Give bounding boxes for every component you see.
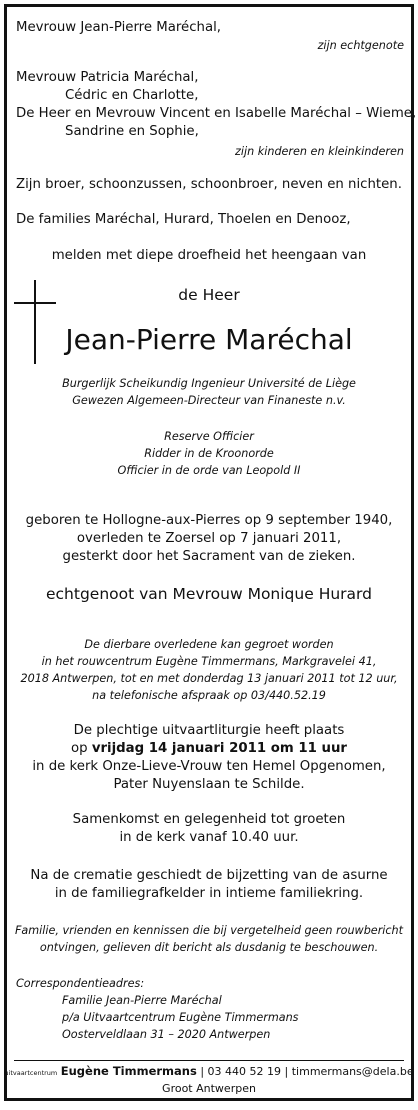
correspondence-line-1: Familie Jean-Pierre Maréchal bbox=[62, 994, 222, 1007]
note-line-1: Familie, vrienden en kennissen die bij vergetelheid geen rouwbericht bbox=[14, 924, 404, 937]
gathering-line-2: in de kerk vanaf 10.40 uur. bbox=[119, 830, 299, 845]
burial-line-2: in de familiegrafkelder in intieme familiekring. bbox=[54, 886, 364, 901]
children-line-3: De Heer en Mevrouw Vincent en Isabelle Maréchal – Wieme, bbox=[16, 106, 417, 121]
visitation-line-4: na telefonische afspraak op 03/440.52.19 bbox=[92, 689, 326, 702]
visitation-line-2: in het rouwcentrum Eugène Timmermans, Markgravelei 41, bbox=[41, 655, 377, 668]
funeral-line-4: Pater Nuyenslaan te Schilde. bbox=[113, 777, 305, 792]
visitation-line-3: 2018 Antwerpen, tot en met donderdag 13 januari 2011 tot 12 uur, bbox=[20, 672, 398, 685]
visitation-line-1: De dierbare overledene kan gegroet worden bbox=[84, 638, 334, 651]
correspondence-label: Correspondentieadres: bbox=[16, 977, 145, 990]
gathering-line-1: Samenkomst en gelegenheid tot groeten bbox=[72, 812, 346, 827]
children-line-1: Mevrouw Patricia Maréchal, bbox=[16, 70, 199, 85]
spouse-role: zijn echtgenote bbox=[317, 39, 404, 52]
funeral-date: vrijdag 14 januari 2011 om 11 uur bbox=[91, 741, 347, 756]
funeral-line-3: in de kerk Onze-Lieve-Vrouw ten Hemel Opgenomen, bbox=[32, 759, 386, 774]
spouse-name: Mevrouw Jean-Pierre Maréchal, bbox=[16, 20, 222, 35]
footer-brand: Eugène Timmermans bbox=[60, 1064, 197, 1078]
funeral-line-2 bbox=[0, 741, 418, 757]
footer-divider bbox=[14, 1060, 404, 1061]
note-line-2: ontvingen, gelieven dit bericht als dusdanig te beschouwen. bbox=[39, 941, 379, 954]
died-line: overleden te Zoersel op 7 januari 2011, bbox=[76, 531, 342, 546]
children-role: zijn kinderen en kleinkinderen bbox=[235, 145, 404, 158]
footer bbox=[0, 1064, 418, 1096]
title-line-3: Reserve Officier bbox=[164, 430, 254, 443]
born-line: geboren te Hollogne-aux-Pierres op 9 september 1940, bbox=[25, 513, 393, 528]
title-line-4: Ridder in de Kroonorde bbox=[144, 447, 274, 460]
correspondence-line-3: Oosterveldlaan 31 – 2020 Antwerpen bbox=[62, 1028, 271, 1041]
announcement-intro: melden met diepe droefheid het heengaan van bbox=[51, 248, 367, 263]
funeral-line-1: De plechtige uitvaartliturgie heeft plaats bbox=[73, 723, 345, 738]
burial-line-1: Na de crematie geschiedt de bijzetting van de asurne bbox=[30, 868, 388, 883]
husband-of-line: echtgenoot van Mevrouw Monique Hurard bbox=[46, 585, 372, 603]
children-line-4: Sandrine en Sophie, bbox=[65, 124, 199, 139]
sacrament-line: gesterkt door het Sacrament van de zieken. bbox=[62, 549, 356, 564]
title-line-2: Gewezen Algemeen-Directeur van Finaneste n.v. bbox=[72, 394, 346, 407]
families-line: De families Maréchal, Hurard, Thoelen en Denooz, bbox=[16, 212, 351, 227]
correspondence-line-2: p/a Uitvaartcentrum Eugène Timmermans bbox=[62, 1011, 299, 1024]
children-line-2: Cédric en Charlotte, bbox=[65, 88, 199, 103]
deceased-name: Jean-Pierre Maréchal bbox=[65, 323, 353, 356]
footer-email: timmermans@dela.be bbox=[291, 1065, 414, 1078]
title-line-1: Burgerlijk Scheikundig Ingenieur Université de Liège bbox=[62, 377, 356, 390]
title-line-5: Officier in de orde van Leopold II bbox=[117, 464, 301, 477]
siblings-line: Zijn broer, schoonzussen, schoonbroer, neven en nichten. bbox=[16, 177, 402, 192]
footer-prefix: uitvaartcentrum bbox=[4, 1069, 58, 1077]
funeral-date-prefix: op bbox=[71, 741, 88, 756]
footer-phone: | 03 440 52 19 | bbox=[200, 1065, 289, 1078]
footer-main-line bbox=[0, 1064, 418, 1081]
title-prefix: de Heer bbox=[178, 286, 240, 304]
footer-location: Groot Antwerpen bbox=[162, 1082, 256, 1095]
